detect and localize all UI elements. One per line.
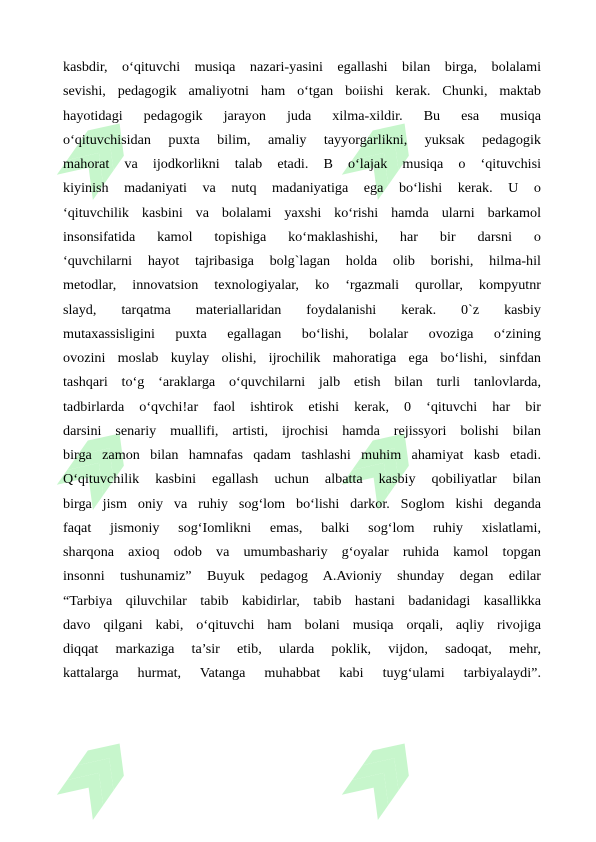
text-line: metodlar, innovatsion texnologiyalar, ko ‘rgazmali qurollar, kompyutnr (63, 277, 541, 294)
text-line: darsini senariy muallifi, artisti, ijrochisi hamda rejissyori bolishi bilan (63, 422, 541, 439)
watermark-chevron (362, 731, 422, 791)
text-line: “Tarbiya qiluvchilar tabib kabidirlar, tabib hastani badanidagi kasallikka (63, 592, 541, 609)
text-line: tadbirlarda o‘qvchi!ar faol ishtirok etishi kerak, 0 ‘qituvchi har bir (63, 398, 541, 415)
text-line: faqat jismoniy sog‘Iomlikni emas, balki sog‘lom ruhiy xislatlami, (63, 519, 541, 536)
text-line: davo qilgani kabi, o‘qituvchi ham bolani musiqa orqali, aqliy rivojiga (63, 616, 541, 633)
watermark-chevron (67, 746, 127, 806)
text-line: kiyinish madaniyati va nutq madaniyatiga ega bo‘lishi kerak. U o (63, 180, 541, 197)
text-line: kattalarga hurmat, Vatanga muhabbat kabi tuyg‘ulami tarbiyalaydi”. (63, 665, 541, 682)
watermark-chevron (352, 746, 412, 806)
text-line: hayotidagi pedagogik jarayon juda xilma-xildir. Bu esa musiqa (63, 107, 541, 124)
text-line: kasbdir, o‘qituvchi musiqa nazari-yasini egallashi bilan birga, bolalami (63, 59, 541, 75)
text-line: ovozini moslab kuylay olishi, ijrochilik mahoratiga ega bo‘lishi, sinfdan (63, 350, 541, 366)
text-line: sevishi, pedagogik amaliyotni ham o‘tgan boiishi kerak. Chunki, maktab (63, 83, 541, 100)
watermark-mark (57, 731, 138, 820)
text-line: ‘quvchilarni hayot tajribasiga bolg`lagan holda olib borishi, hilma-hil (63, 253, 541, 269)
text-line: insonni tushunamiz” Buyuk pedagog A.Avioniy shunday degan edilar (63, 568, 541, 585)
watermark-mark (342, 731, 423, 820)
watermark-chevron (77, 731, 137, 791)
text-line: o‘qituvchisidan puxta bilim, amaliy tayyorgarlikni, yuksak pedagogik (63, 131, 541, 148)
text-line: mutaxassisligini puxta egallagan bo‘lishi, bolalar ovoziga o‘zining (63, 325, 541, 342)
text-line: tashqari to‘g ‘araklarga o‘quvchilarni jalb etish bilan turli tanlovlarda, (63, 374, 541, 391)
text-line: mahorat va ijodkorlikni talab etadi. B o‘lajak musiqa o ‘qituvchisi (63, 156, 541, 172)
text-line: insonsifatida kamol topishiga ko‘maklashishi, har bir darsni o (63, 228, 541, 245)
text-line: ‘qituvchilik kasbini va bolalami yaxshi ko‘rishi hamda ularni barkamol (63, 204, 541, 221)
text-line: birga zamon bilan hamnafas qadam tashlashi muhim ahamiyat kasb etadi. (63, 447, 541, 463)
body-text (63, 55, 541, 686)
text-line: diqqat markaziga ta’sir etib, ularda poklik, vijdon, sadoqat, mehr, (63, 641, 541, 657)
text-line: birga jism oniy va ruhiy sog‘lom bo‘lishi darkor. Soglom kishi deganda (63, 495, 541, 512)
text-line: Q‘qituvchilik kasbini egallash uchun albatta kasbiy qobiliyatlar bilan (63, 471, 541, 488)
watermark-chevron (342, 760, 402, 820)
text-line: slayd, tarqatma materiallaridan foydalanishi kerak. 0`z kasbiy (63, 301, 541, 318)
watermark-chevron (57, 760, 117, 820)
text-line: sharqona axioq odob va umumbashariy g‘oyalar ruhida kamol topgan (63, 544, 541, 560)
